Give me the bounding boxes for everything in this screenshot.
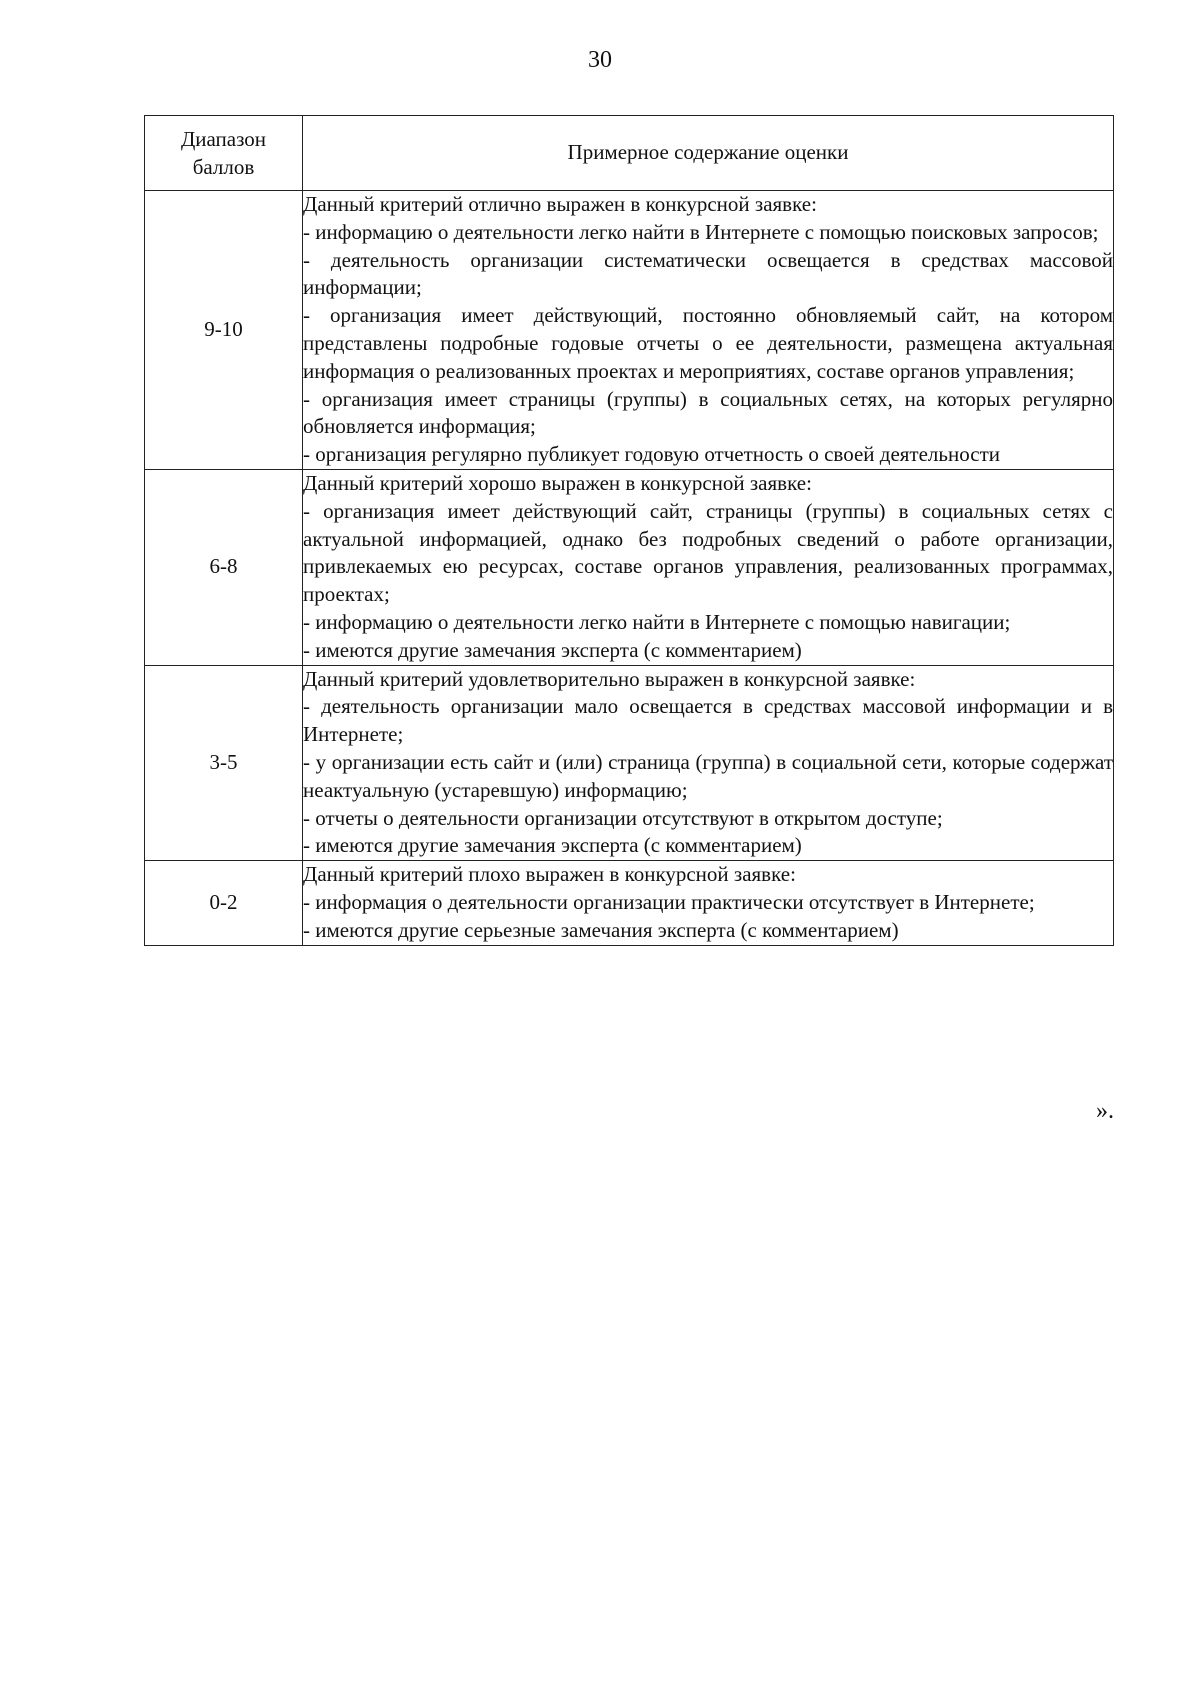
page-number: 30 <box>588 47 612 73</box>
closing-quote-mark: ». <box>1096 1098 1114 1124</box>
table-row <box>145 665 1114 861</box>
assessment-content-cell <box>303 665 1114 861</box>
score-range-cell: 3-5 <box>145 665 303 861</box>
criterion-line: Данный критерий хорошо выражен в конкурсной заявке: <box>303 470 812 495</box>
criterion-line: Данный критерий отлично выражен в конкурсной заявке: <box>303 192 817 216</box>
assessment-content-cell <box>303 191 1114 470</box>
table-header-row <box>145 116 1114 191</box>
criterion-line: - отчеты о деятельности организации отсутствуют в открытом доступе; <box>303 805 943 830</box>
criterion-line: - информацию о деятельности легко найти в Интернете с помощью навигации; <box>303 609 1011 634</box>
score-range-cell: 9-10 <box>145 191 303 470</box>
criterion-line: Данный критерий плохо выражен в конкурсной заявке: <box>303 862 796 887</box>
header-score-range-line1: Диапазон <box>180 127 267 151</box>
criterion-line: - деятельность организации мало освещается в средствах массовой информации и в Интернете; <box>303 694 1113 747</box>
criterion-line: - деятельность организации систематически освещается в средствах массовой информации; <box>303 247 1113 300</box>
assessment-content-cell <box>303 469 1114 665</box>
criterion-line: - организация имеет действующий сайт, страницы (группы) в социальных сетях с актуальной информацией, однако без подробных сведений о работе организации, привлекаемых ею ресурсах, составе органов управления, реализованных программах, проектах; <box>303 498 1113 607</box>
criterion-line: Данный критерий удовлетворительно выражен в конкурсной заявке: <box>303 666 916 691</box>
score-range-cell: 6-8 <box>145 469 303 665</box>
criterion-line: - информация о деятельности организации практически отсутствует в Интернете; <box>303 889 1035 914</box>
criterion-line: - у организации есть сайт и (или) страница (группа) в социальной сети, которые содержат неактуальную (устаревшую) информацию; <box>303 749 1113 802</box>
header-score-range-line2: баллов <box>192 155 255 179</box>
scoring-criteria-table <box>144 115 1114 946</box>
table-row <box>145 469 1114 665</box>
header-score-range <box>145 116 303 191</box>
criterion-line: - организация регулярно публикует годовую отчетность о своей деятельности <box>303 442 1000 467</box>
table-row <box>145 861 1114 945</box>
criterion-line: - имеются другие замечания эксперта (с комментарием) <box>303 637 802 662</box>
score-range-cell: 0-2 <box>145 861 303 945</box>
criterion-line: - имеются другие замечания эксперта (с комментарием) <box>303 833 802 858</box>
criterion-line: - организация имеет действующий, постоянно обновляемый сайт, на котором представлены подробные годовые отчеты о ее деятельности, размещена актуальная информация о реализованных проектах и мероприятиях, составе органов управления; <box>303 303 1113 383</box>
assessment-content-cell <box>303 861 1114 945</box>
criterion-line: - организация имеет страницы (группы) в социальных сетях, на которых регулярно обновляется информация; <box>303 386 1113 439</box>
header-assessment-content: Примерное содержание оценки <box>303 116 1114 191</box>
criterion-line: - имеются другие серьезные замечания эксперта (с комментарием) <box>303 917 899 942</box>
criterion-line: - информацию о деятельности легко найти в Интернете с помощью поисковых запросов; <box>303 219 1099 244</box>
table-row <box>145 191 1114 470</box>
